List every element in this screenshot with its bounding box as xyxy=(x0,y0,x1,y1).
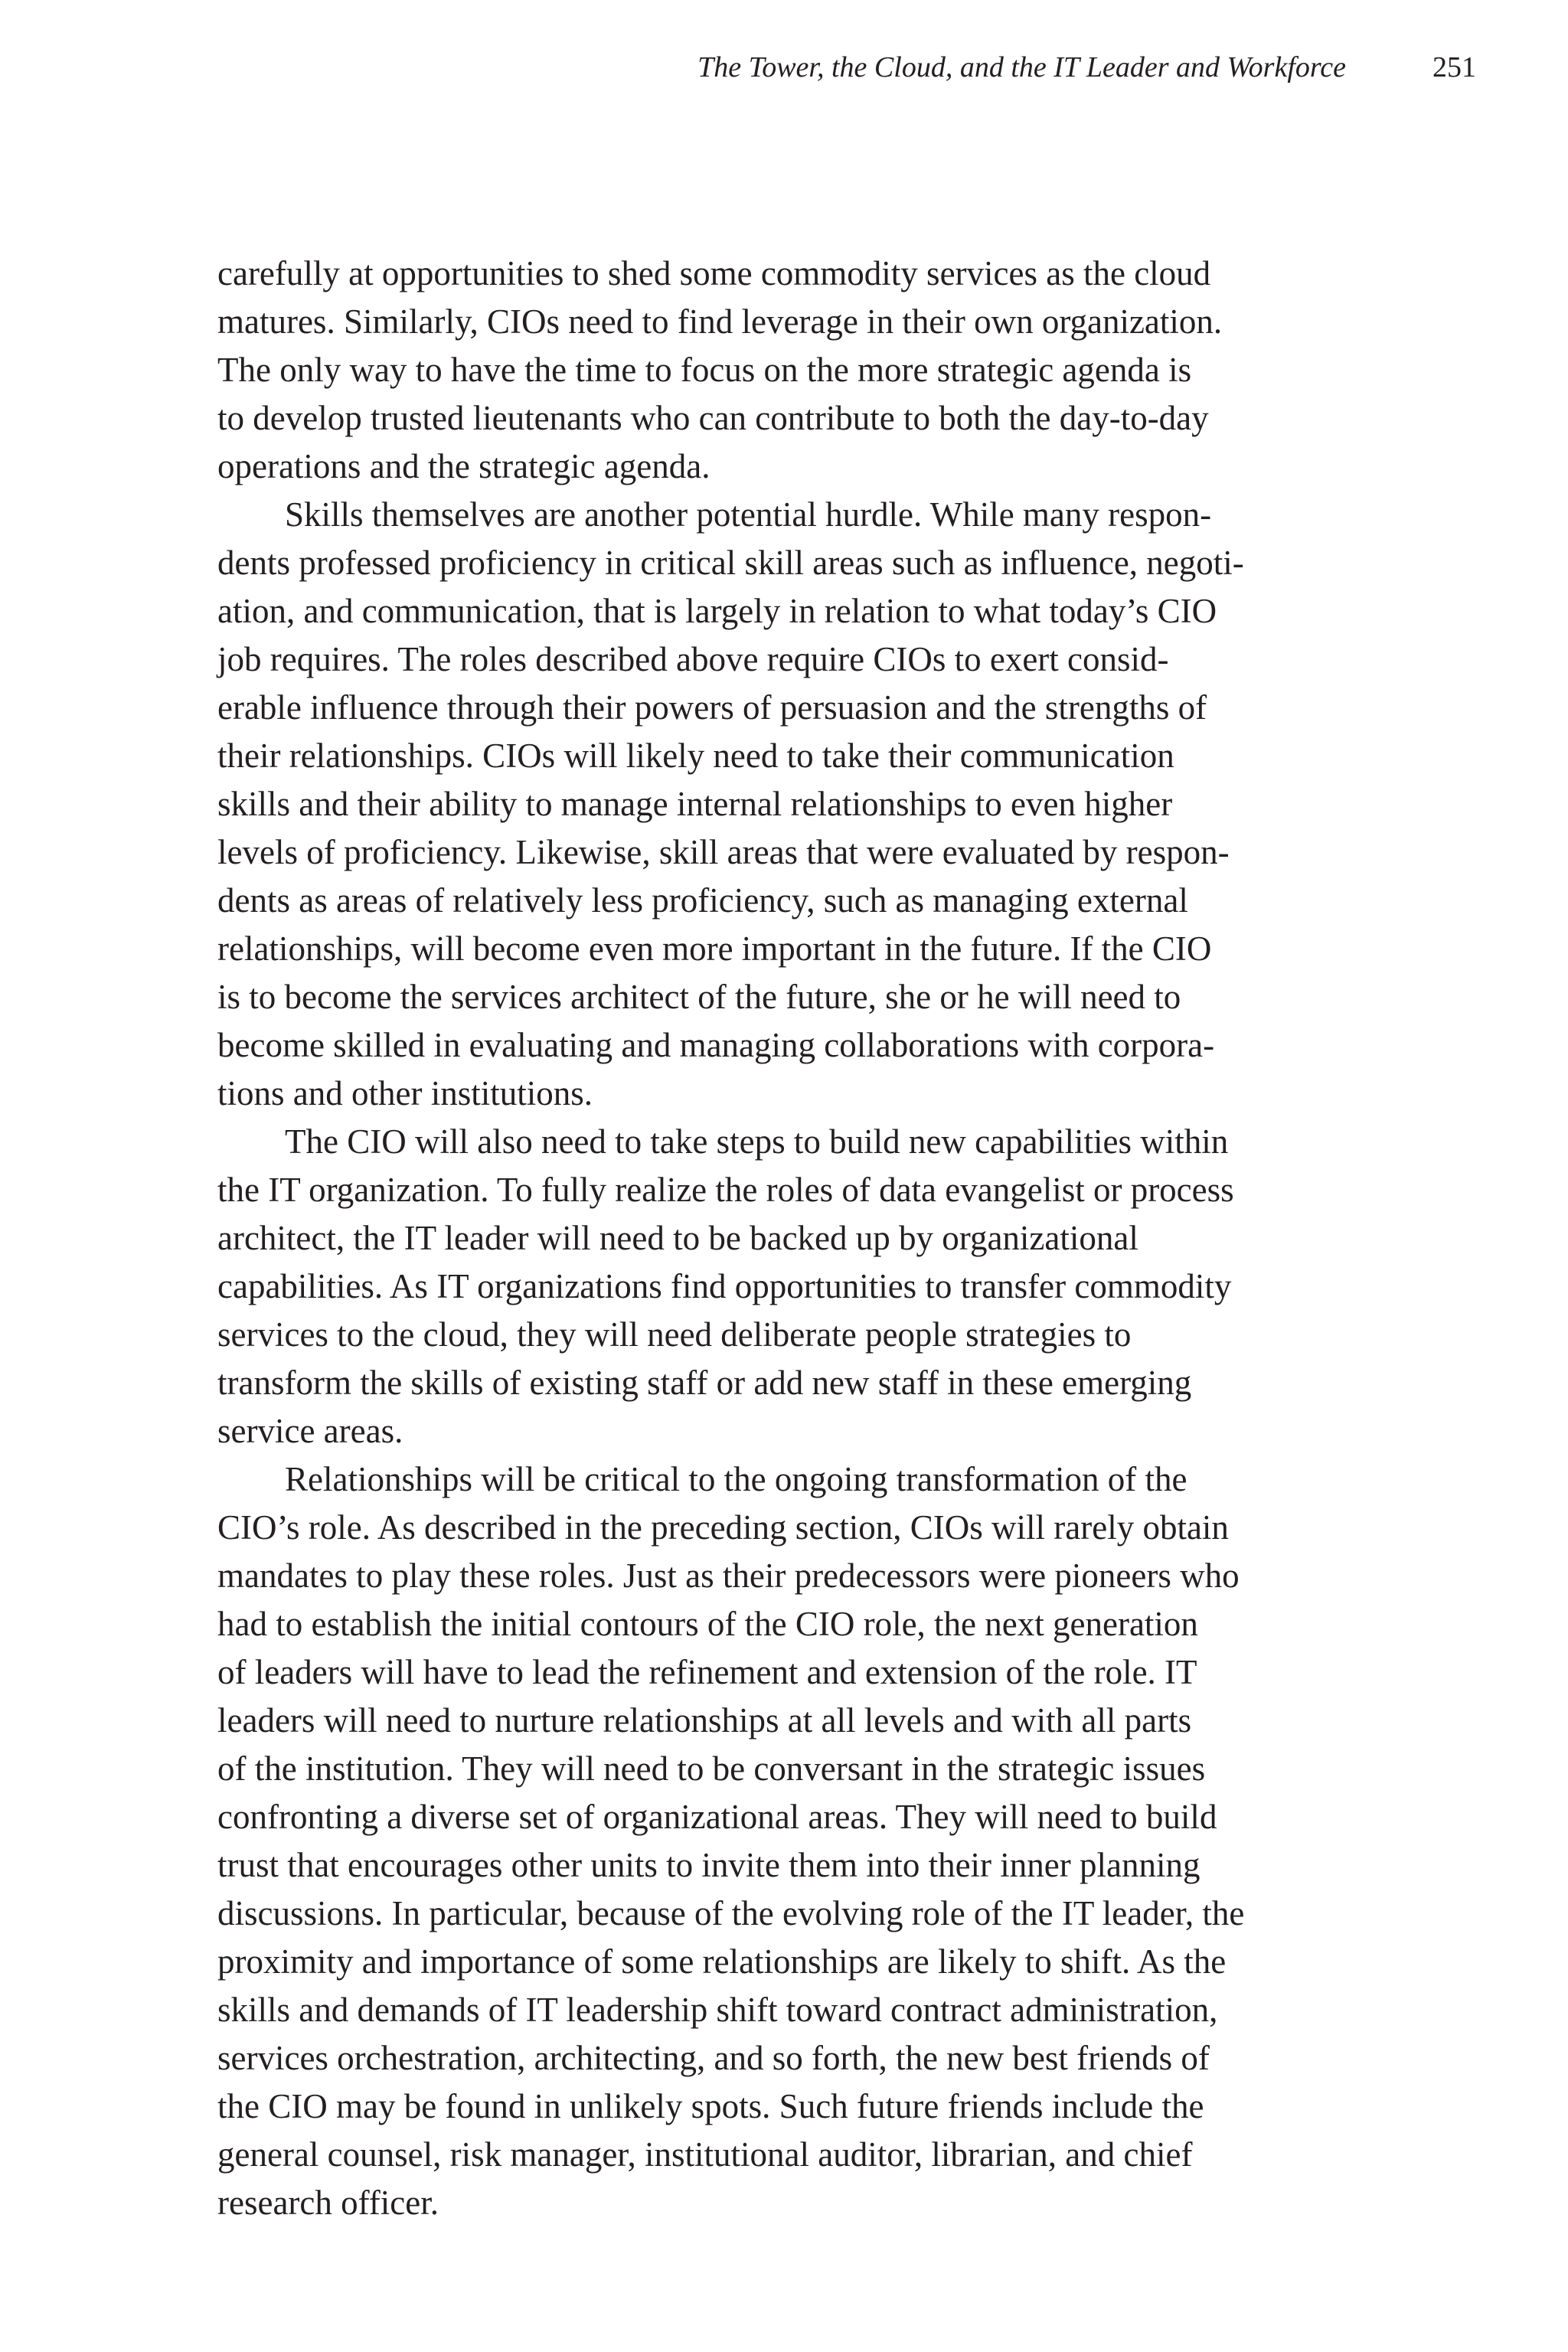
text-line: tions and other institutions. xyxy=(217,1074,593,1112)
paragraph-first-line: The CIO will also need to take steps to build new capabilities within xyxy=(285,1122,1229,1161)
page-number: 251 xyxy=(1432,51,1476,83)
text-line: is to become the services architect of the future, she or he will need to xyxy=(217,978,1181,1016)
running-header xyxy=(0,44,1568,90)
text-line: of leaders will have to lead the refinement and extension of the role. IT xyxy=(217,1653,1197,1691)
paragraph-first-line: Relationships will be critical to the ongoing transformation of the xyxy=(285,1460,1187,1498)
text-line: proximity and importance of some relationships are likely to shift. As the xyxy=(217,1942,1227,1981)
text-line: levels of proficiency. Likewise, skill areas that were evaluated by respon- xyxy=(217,833,1230,871)
text-line: to develop trusted lieutenants who can contribute to both the day-to-day xyxy=(217,399,1209,437)
text-line: services orchestration, architecting, and so forth, the new best friends of xyxy=(217,2039,1210,2077)
text-line: their relationships. CIOs will likely need to take their communication xyxy=(217,737,1174,775)
running-title: The Tower, the Cloud, and the IT Leader and Workforce xyxy=(697,51,1346,83)
text-line: carefully at opportunities to shed some commodity services as the cloud xyxy=(217,254,1211,292)
text-line: become skilled in evaluating and managing collaborations with corpora- xyxy=(217,1026,1215,1064)
text-line: leaders will need to nurture relationships at all levels and with all parts xyxy=(217,1701,1192,1740)
text-line: The only way to have the time to focus on the more strategic agenda is xyxy=(217,351,1192,389)
text-line: service areas. xyxy=(217,1412,403,1450)
text-line: skills and demands of IT leadership shift toward contract administration, xyxy=(217,1991,1218,2029)
text-line: mandates to play these roles. Just as their predecessors were pioneers who xyxy=(217,1557,1240,1595)
text-line: confronting a diverse set of organizational areas. They will need to build xyxy=(217,1798,1217,1836)
text-line: skills and their ability to manage internal relationships to even higher xyxy=(217,785,1173,823)
text-line: the CIO may be found in unlikely spots. Such future friends include the xyxy=(217,2087,1204,2125)
body-text xyxy=(217,250,1351,2227)
text-line: architect, the IT leader will need to be backed up by organizational xyxy=(217,1219,1138,1257)
text-line: dents as areas of relatively less proficiency, such as managing external xyxy=(217,881,1188,920)
text-line: general counsel, risk manager, institutional auditor, librarian, and chief xyxy=(217,2135,1193,2174)
text-line: matures. Similarly, CIOs need to find leverage in their own organization. xyxy=(217,302,1223,341)
paragraph-first-line: Skills themselves are another potential hurdle. While many respon- xyxy=(285,495,1212,534)
text-line: the IT organization. To fully realize the roles of data evangelist or process xyxy=(217,1171,1234,1209)
text-line: CIO’s role. As described in the preceding section, CIOs will rarely obtain xyxy=(217,1508,1229,1547)
text-line: discussions. In particular, because of the evolving role of the IT leader, the xyxy=(217,1894,1245,1932)
text-line: ation, and communication, that is largely in relation to what today’s CIO xyxy=(217,592,1217,630)
text-line: research officer. xyxy=(217,2184,439,2222)
text-line: relationships, will become even more important in the future. If the CIO xyxy=(217,929,1212,968)
text-line: dents professed proficiency in critical skill areas such as influence, negoti- xyxy=(217,544,1244,582)
text-line: erable influence through their powers of persuasion and the strengths of xyxy=(217,688,1207,727)
text-line: capabilities. As IT organizations find opportunities to transfer commodity xyxy=(217,1267,1232,1305)
text-line: transform the skills of existing staff or add new staff in these emerging xyxy=(217,1364,1192,1402)
text-line: of the institution. They will need to be conversant in the strategic issues xyxy=(217,1749,1206,1788)
text-line: job requires. The roles described above require CIOs to exert consid- xyxy=(217,640,1169,678)
text-line: had to establish the initial contours of the CIO role, the next generation xyxy=(217,1605,1198,1643)
text-line: trust that encourages other units to invite them into their inner planning xyxy=(217,1846,1200,1884)
text-line: operations and the strategic agenda. xyxy=(217,447,710,485)
text-line: services to the cloud, they will need deliberate people strategies to xyxy=(217,1315,1132,1354)
